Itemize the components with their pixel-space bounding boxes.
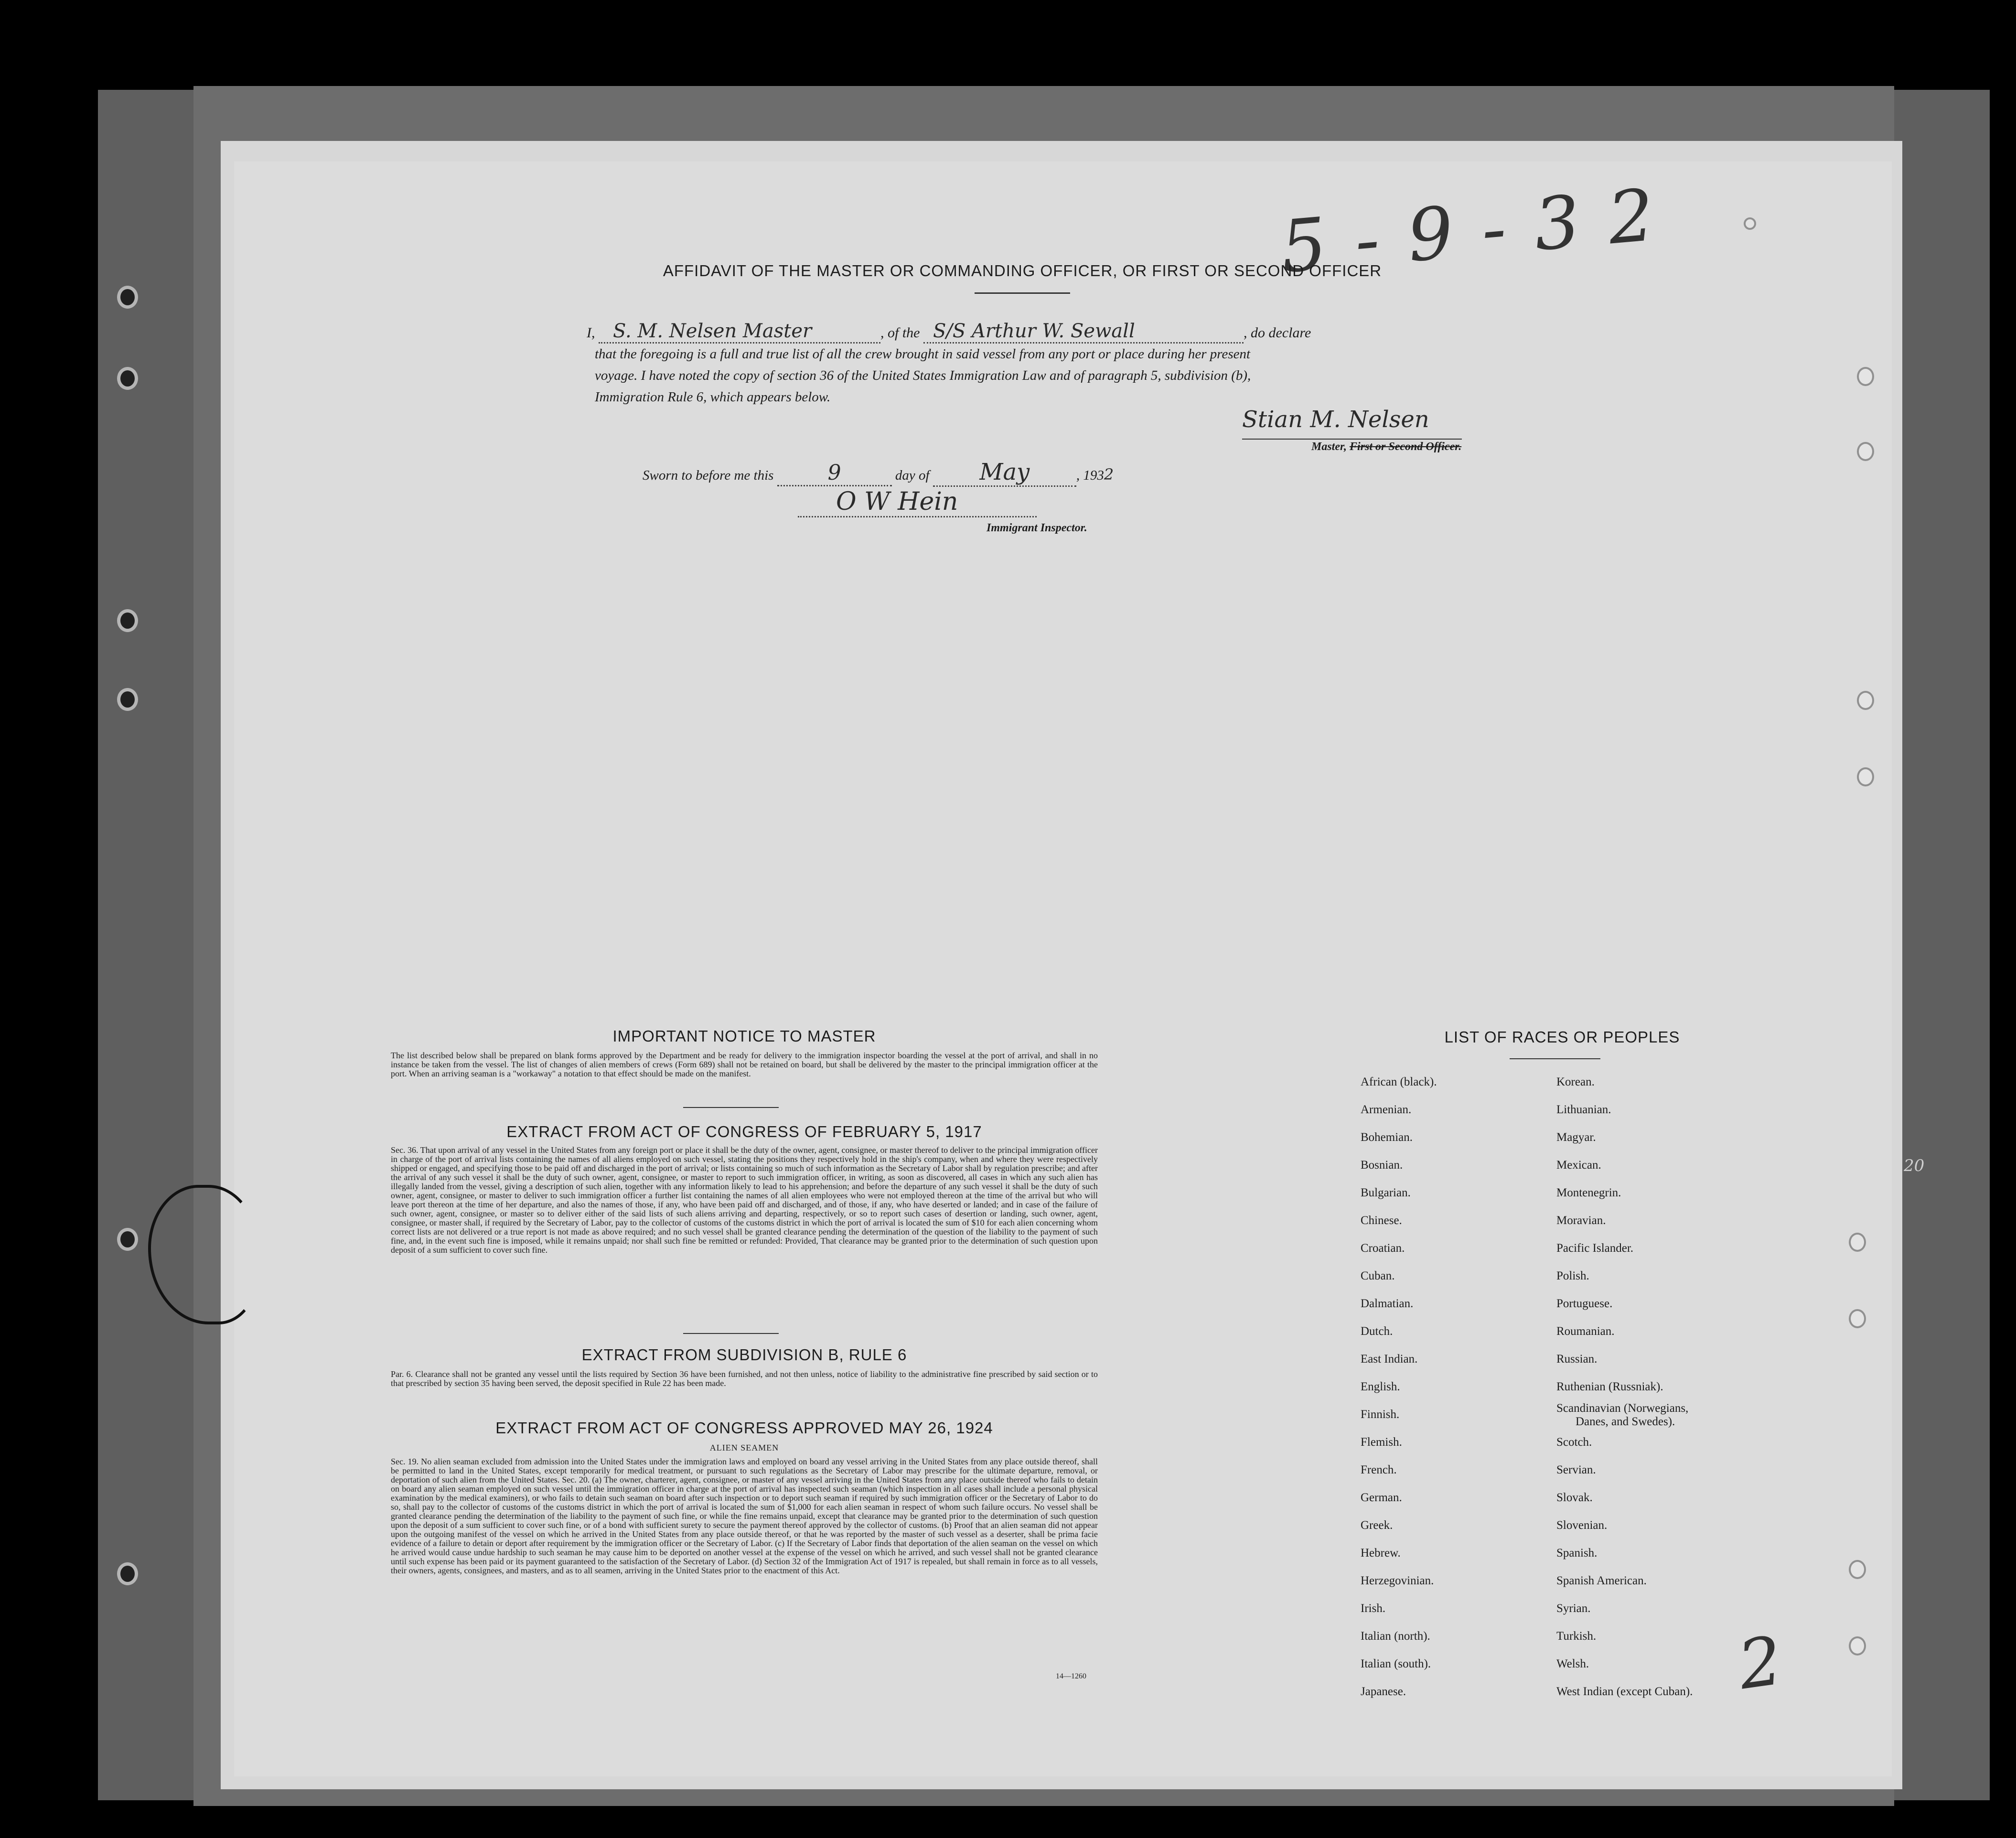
- race-item-scandinavian: [1556, 1401, 1693, 1429]
- day-of-label: day of: [895, 468, 930, 483]
- master-title: [1311, 441, 1461, 453]
- binder-hole-icon: [117, 1562, 138, 1585]
- affidavit-line2: that the foregoing is a full and true list of all the crew brought in said vessel from any port or place during her present: [595, 346, 1251, 362]
- race-item: Flemish.: [1361, 1436, 1402, 1449]
- affidavit-line4: Immigration Rule 6, which appears below.: [595, 389, 831, 405]
- race-item: Pacific Islander.: [1556, 1242, 1634, 1255]
- notice-text: The list described below shall be prepared on blank forms approved by the Department and be ready for delivery to the immigration inspector boarding the vessel at the port of arrival, and shall in no instance be taken from the vessel. The list of changes of alien members of crews (Form 689) shall not be retained on board, but shall be delivered by the master to the principal immigration officer at the port. When an arriving seaman is a "workaway" a notation to that effect should be made on the manifest.: [391, 1051, 1098, 1078]
- race-item: Servian.: [1556, 1463, 1596, 1476]
- year-field: 2: [1104, 465, 1114, 484]
- extract-1917-title: EXTRACT FROM ACT OF CONGRESS OF FEBRUARY 5, 1917: [506, 1123, 982, 1140]
- race-item: Bohemian.: [1361, 1131, 1413, 1144]
- races-divider: [1510, 1058, 1600, 1059]
- extract-1924-subtitle: ALIEN SEAMEN: [709, 1443, 779, 1452]
- race-item: Montenegrin.: [1556, 1186, 1621, 1199]
- extract-1917-text: Sec. 36. That upon arrival of any vessel in the United States from any foreign port or place it shall be the duty of the owner, agent, consignee, or master thereof to deliver to the principal immigration officer in charge of the port of arrival lists containing the names of all aliens employed on such vessel, stating the positions they respectively hold in the ship's company, when and where they were respectively shipped or engaged, and specifying those to be paid off and discharged in the port of arrival; or lists containing so much of such information as the Secretary of Labor shall by regulation prescribe; and after the arrival of any such vessel it shall be the duty of such owner, agent, consignee, or master to report to such immigration officer, in writing, as soon as discovered, all cases in which any such alien has illegally landed from the vessel, giving a description of such alien, together with any information likely to lead to his apprehension; and before the departure of any such vessel it shall be the duty of such owner, agent, consignee, or master to deliver to such immigration officer a further list containing the names of all alien employees who were not employed thereon at the time of the arrival but who will leave port thereon at the time of her departure, and also the names of those, if any, who have been paid off and discharged, and of those, if any, who have deserted or landed; and in case of the failure of such owner, agent, consignee, or master so to deliver either of the said lists of such aliens arriving and departing, respectively, or so to report such cases of desertion or landing, such owner, agent, consignee, or master shall, if required by the Secretary of Labor, pay to the collector of customs of the customs district in which the port of arrival is located the sum of $10 for each alien concerning whom correct lists are not delivered or a true report is not made as above required; and no such vessel shall be granted clearance pending the determination of the question of the liability to the payment of such fine, and, in the event such fine is imposed, while it remains unpaid; nor shall such fine be remitted or refunded: Provided, That clearance may be granted prior to the determination of such question upon deposit of a sum sufficient to cover such fine.: [391, 1145, 1098, 1255]
- of-the-label: , of the: [880, 325, 920, 341]
- race-item: Japanese.: [1361, 1685, 1406, 1698]
- race-item: Roumanian.: [1556, 1325, 1615, 1338]
- race-item: Welsh.: [1556, 1657, 1589, 1670]
- month-field: May: [933, 459, 1076, 487]
- binder-hole-icon: [1857, 367, 1874, 386]
- race-item: Slovenian.: [1556, 1519, 1608, 1532]
- binder-hole-icon: [117, 367, 138, 390]
- race-item: West Indian (except Cuban).: [1556, 1685, 1693, 1698]
- corner-mark: 2: [1734, 1622, 1787, 1705]
- race-item: French.: [1361, 1463, 1397, 1476]
- race-item: Moravian.: [1556, 1214, 1606, 1227]
- subdivision-text: Par. 6. Clearance shall not be granted any vessel until the lists required by Section 36 have been furnished, and not then unless, notice of liability to the administrative fine prescribed by said section or to that prescribed by section 35 having been served, the deposit specified in Rule 22 has been made.: [391, 1369, 1098, 1388]
- race-item: Spanish American.: [1556, 1574, 1647, 1587]
- race-item: Croatian.: [1361, 1242, 1405, 1255]
- race-item: Armenian.: [1361, 1103, 1412, 1116]
- race-item: English.: [1361, 1380, 1400, 1393]
- i-prefix: I,: [587, 325, 595, 341]
- race-item: Portuguese.: [1556, 1297, 1613, 1310]
- race-item: Scotch.: [1556, 1436, 1592, 1449]
- form-number: 14—1260: [1056, 1672, 1086, 1680]
- binder-hole-icon: [117, 688, 138, 711]
- race-item: Italian (south).: [1361, 1657, 1431, 1670]
- title-divider: [975, 292, 1070, 294]
- affidavit-line3: voyage. I have noted the copy of section 36 of the United States Immigration Law and of paragraph 5, subdivision (b),: [595, 368, 1251, 383]
- race-item: Magyar.: [1556, 1131, 1596, 1144]
- extract-1917-divider: [683, 1333, 779, 1334]
- notice-divider: [683, 1107, 779, 1108]
- inspector-signature: O W Hein: [798, 487, 1037, 517]
- race-item: Slovak.: [1556, 1491, 1593, 1504]
- binder-hole-icon: [1849, 1233, 1866, 1252]
- inspector-label: Immigrant Inspector.: [987, 522, 1087, 534]
- race-item: Chinese.: [1361, 1214, 1402, 1227]
- race-item: Polish.: [1556, 1269, 1589, 1282]
- race-item: African (black).: [1361, 1075, 1437, 1088]
- race-item: Cuban.: [1361, 1269, 1395, 1282]
- date-stamp: 5-9-32: [1277, 171, 1686, 290]
- race-item: Russian.: [1556, 1353, 1598, 1365]
- binder-hole-icon: [1857, 442, 1874, 461]
- race-item: Lithuanian.: [1556, 1103, 1611, 1116]
- margin-note: 20: [1904, 1156, 1925, 1175]
- race-item: Dalmatian.: [1361, 1297, 1414, 1310]
- race-item: Turkish.: [1556, 1630, 1597, 1643]
- affidavit-title: AFFIDAVIT OF THE MASTER OR COMMANDING OFFICER, OR FIRST OR SECOND OFFICER: [663, 262, 1382, 279]
- race-item: Ruthenian (Russniak).: [1556, 1380, 1663, 1393]
- binder-hole-icon: [1849, 1636, 1866, 1655]
- hole-punch-icon: [1744, 217, 1756, 230]
- subdivision-title: EXTRACT FROM SUBDIVISION B, RULE 6: [581, 1346, 907, 1364]
- master-signature: Stian M. Nelsen: [1242, 406, 1429, 433]
- binder-hole-icon: [117, 286, 138, 309]
- race-item-continued: Danes, and Swedes).: [1576, 1415, 1675, 1428]
- extract-1924-text: Sec. 19. No alien seaman excluded from admission into the United States under the immigration laws and employed on board any vessel arriving in the United States from any place outside thereof, shall be permitted to land in the United States, except temporarily for medical treatment, or pursuant to such regulations as the Secretary of Labor may prescribe for the ultimate departure, removal, or deportation of such alien from the United States. Sec. 20. (a) The owner, charterer, agent, consignee, or master of any vessel arriving in the United States from any place outside thereof who fails to detain on board any alien seaman employed on such vessel until the immigration officer in charge at the port of arrival has inspected such seaman (which inspection in all cases shall include a personal physical examination by the medical examiners), or who fails to detain such seaman on board after such inspection or to deport such seaman if required by such immigration officer or the Secretary of Labor to do so, shall pay to the collector of customs of the customs district in which the port of arrival is located the sum of $1,000 for each alien seaman in respect of whom such failure occurs. No vessel shall be granted clearance pending the determination of the liability to the payment of such fine, or while the fine remains unpaid, except that clearance may be granted prior to the determination of such question upon the deposit of a sum sufficient to cover such fine, or of a bond with sufficient surety to secure the payment thereof approved by the collector of customs. (b) Proof that an alien seaman did not appear upon the outgoing manifest of the vessel on which he arrived in the United States from any place outside thereof, or that he was reported by the master of such vessel as a deserter, shall be prima facie evidence of a failure to detain or deport after requirement by the immigration officer or the Secretary of Labor. (c) If the Secretary of Labor finds that deportation of the alien seaman on the vessel on which he arrived would cause undue hardship to such seaman he may cause him to be deported on another vessel at the expense of the vessel on which he arrived, and such vessel shall not be granted clearance until such expense has been paid or its payment guaranteed to the satisfaction of the Secretary of Labor. (d) Section 32 of the Immigration Act of 1917 is repealed, but shall remain in force as to all vessels, their owners, agents, consignees, and masters, and as to all seamen, arriving in the United States prior to the enactment of this Act.: [391, 1457, 1098, 1575]
- race-item: Bulgarian.: [1361, 1186, 1411, 1199]
- day-field: 9: [777, 461, 892, 486]
- race-item: Dutch.: [1361, 1325, 1393, 1338]
- binder-hole-icon: [1857, 767, 1874, 786]
- race-item: Finnish.: [1361, 1408, 1400, 1421]
- sworn-line: [643, 459, 1114, 487]
- race-item: Italian (north).: [1361, 1630, 1430, 1643]
- races-title: LIST OF RACES OR PEOPLES: [1444, 1028, 1680, 1046]
- binder-hole-icon: [1857, 691, 1874, 710]
- binder-hole-icon: [117, 609, 138, 632]
- extract-1924-title: EXTRACT FROM ACT OF CONGRESS APPROVED MAY 26, 1924: [495, 1419, 993, 1437]
- race-item: Spanish.: [1556, 1547, 1598, 1559]
- year-prefix: , 193: [1076, 468, 1104, 483]
- notice-title: IMPORTANT NOTICE TO MASTER: [612, 1027, 876, 1045]
- struck-officer-label: First or Second Officer.: [1350, 441, 1462, 453]
- race-item: Herzegovinian.: [1361, 1574, 1434, 1587]
- binder-hole-icon: [117, 1228, 138, 1251]
- race-item: Greek.: [1361, 1519, 1393, 1532]
- race-item: Hebrew.: [1361, 1547, 1401, 1559]
- do-declare-label: , do declare: [1244, 325, 1311, 341]
- races-right-column: [1556, 1068, 1693, 1706]
- race-item: Korean.: [1556, 1075, 1595, 1088]
- race-item: Irish.: [1361, 1602, 1386, 1615]
- affidavit-line1: [587, 320, 1311, 344]
- race-item: East Indian.: [1361, 1353, 1418, 1365]
- master-name-field: S. M. Nelsen Master: [599, 320, 880, 344]
- race-item-line: Scandinavian (Norwegians,: [1556, 1402, 1689, 1415]
- races-left-column: [1361, 1068, 1437, 1706]
- signature-line: [1242, 439, 1462, 440]
- race-item: Syrian.: [1556, 1602, 1591, 1615]
- master-label: Master,: [1311, 441, 1347, 453]
- binder-hole-icon: [1849, 1309, 1866, 1328]
- binder-hole-icon: [1849, 1560, 1866, 1579]
- sworn-prefix: Sworn to before me this: [643, 468, 774, 483]
- race-item: Bosnian.: [1361, 1159, 1403, 1172]
- vessel-name-field: S/S Arthur W. Sewall: [923, 320, 1244, 344]
- race-item: Mexican.: [1556, 1159, 1601, 1172]
- race-item: German.: [1361, 1491, 1402, 1504]
